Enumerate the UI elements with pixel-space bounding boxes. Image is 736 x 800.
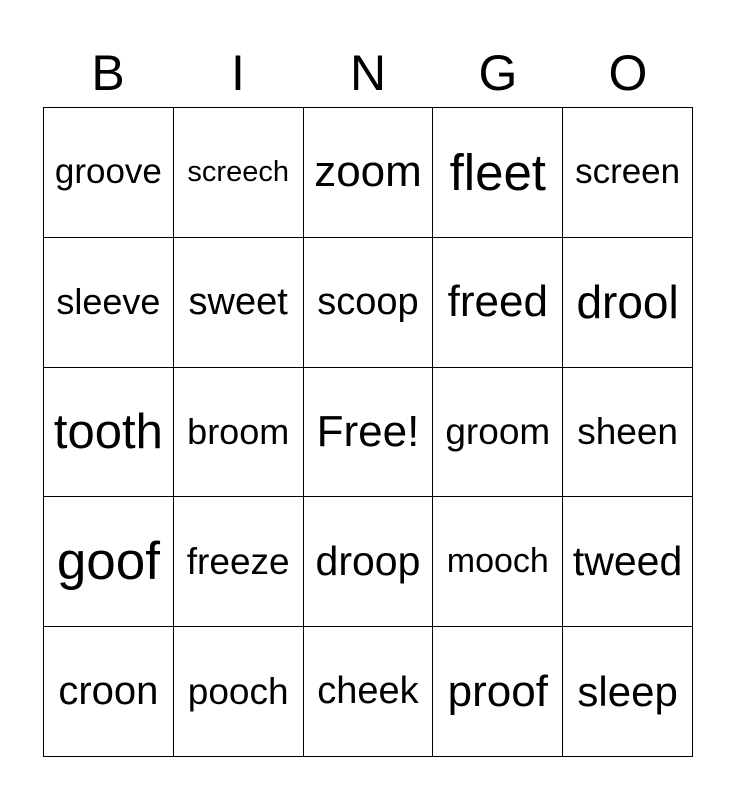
bingo-cell[interactable] (304, 238, 434, 368)
header-letter-g: G (478, 45, 518, 101)
bingo-cell[interactable] (433, 238, 563, 368)
cell-word: drool (576, 276, 679, 329)
free-space-label: Free! (316, 406, 420, 456)
bingo-cell[interactable] (433, 368, 563, 498)
bingo-cell[interactable] (174, 238, 304, 368)
bingo-header (43, 42, 693, 104)
cell-word: sleep (577, 667, 678, 715)
bingo-cell[interactable] (304, 497, 434, 627)
bingo-cell free-space[interactable] (304, 368, 434, 498)
bingo-cell[interactable] (563, 108, 693, 238)
cell-word: proof (447, 666, 548, 716)
cell-word: sleeve (56, 281, 161, 323)
bingo-cell[interactable] (563, 627, 693, 757)
bingo-cell[interactable] (44, 238, 174, 368)
bingo-cell[interactable] (174, 368, 304, 498)
cell-word: freeze (186, 540, 290, 582)
header-letter-b: B (91, 45, 125, 101)
bingo-cell[interactable] (304, 627, 434, 757)
cell-word: croon (58, 669, 159, 714)
cell-word: tweed (572, 538, 683, 585)
cell-word: sheen (577, 410, 678, 452)
cell-word: scoop (317, 280, 419, 323)
bingo-cell[interactable] (44, 368, 174, 498)
bingo-cell[interactable] (563, 497, 693, 627)
cell-word: cheek (317, 670, 419, 713)
bingo-cell[interactable] (174, 497, 304, 627)
cell-word: groove (54, 152, 162, 192)
cell-word: tooth (53, 404, 163, 459)
bingo-cell[interactable] (174, 108, 304, 238)
bingo-cell[interactable] (433, 108, 563, 238)
cell-word: goof (56, 532, 160, 592)
bingo-cell[interactable] (563, 238, 693, 368)
cell-word: freed (447, 277, 548, 327)
cell-word: sweet (188, 280, 288, 323)
cell-word: broom (187, 410, 290, 452)
cell-word: screen (575, 152, 681, 192)
header-letter-n: N (349, 45, 387, 101)
bingo-board (43, 107, 693, 757)
cell-word: zoom (314, 147, 422, 197)
bingo-cell[interactable] (433, 497, 563, 627)
bingo-cell[interactable] (304, 108, 434, 238)
cell-word: screech (187, 155, 289, 188)
bingo-cell[interactable] (563, 368, 693, 498)
cell-word: droop (315, 538, 421, 585)
cell-word: groom (445, 410, 551, 452)
bingo-cell[interactable] (174, 627, 304, 757)
bingo-cell[interactable] (44, 497, 174, 627)
bingo-cell[interactable] (44, 108, 174, 238)
cell-word: fleet (449, 143, 546, 201)
cell-word: pooch (187, 670, 289, 712)
bingo-cell[interactable] (44, 627, 174, 757)
header-letter-i: I (231, 45, 245, 101)
header-letter-o: O (608, 45, 648, 101)
cell-word: mooch (446, 542, 549, 581)
bingo-cell[interactable] (433, 627, 563, 757)
